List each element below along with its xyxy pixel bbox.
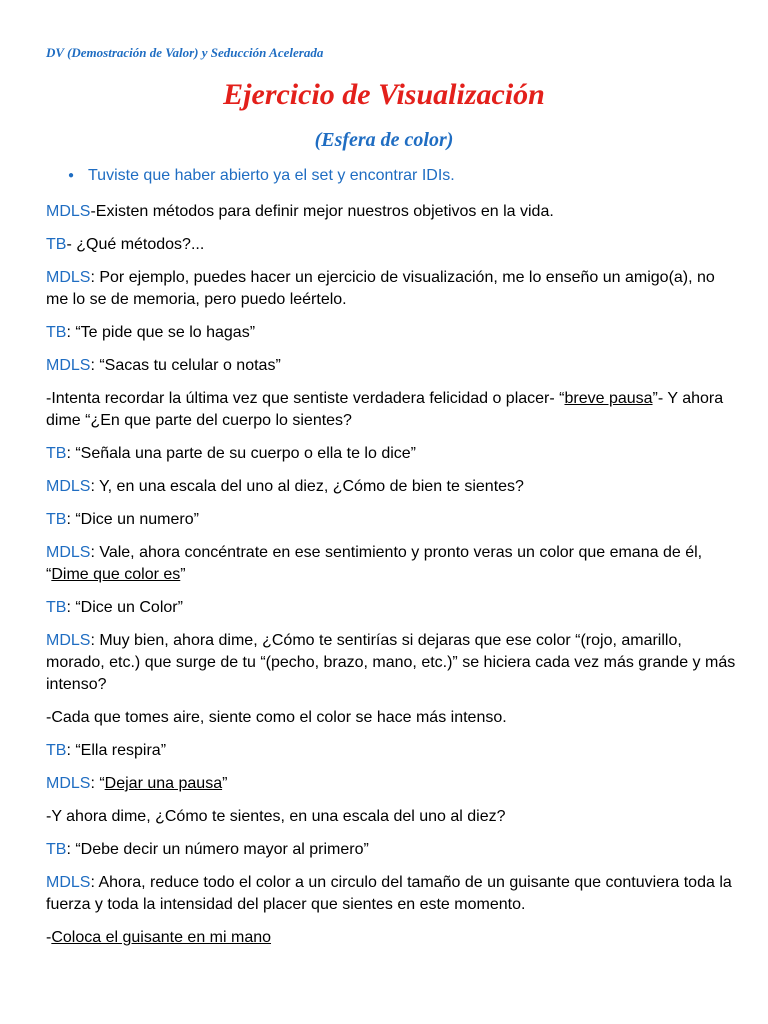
dialogue-line <box>46 234 736 256</box>
dialogue-body <box>46 201 736 960</box>
speaker-label: TB <box>46 599 67 616</box>
line-text: : “Dice un Color” <box>66 599 183 616</box>
dialogue-line <box>46 806 736 828</box>
line-text: : Vale, ahora concéntrate en ese sentimiento y pronto veras un color que emana de él, “ <box>46 544 703 583</box>
underlined-text: Dime que color es <box>51 566 181 583</box>
speaker-label: TB <box>46 445 67 462</box>
underlined-text: Coloca el guisante en mi mano <box>51 929 272 946</box>
line-text: ” <box>222 775 228 792</box>
speaker-label: MDLS <box>46 775 91 792</box>
dialogue-line <box>46 927 736 949</box>
dialogue-line <box>46 597 736 619</box>
speaker-label: MDLS <box>46 544 91 561</box>
speaker-label: TB <box>46 324 67 341</box>
dialogue-line <box>46 872 736 916</box>
line-text: : “Te pide que se lo hagas” <box>66 324 256 341</box>
line-text: - <box>46 929 52 946</box>
dialogue-line <box>46 542 736 586</box>
line-text: : Ahora, reduce todo el color a un circulo del tamaño de un guisante que contuviera toda la fuerza y toda la intensidad del placer que sientes en este momento. <box>46 874 732 913</box>
line-text: : Por ejemplo, puedes hacer un ejercicio de visualización, me lo enseño un amigo(a), no me lo se de memoria, pero puedo leértelo. <box>46 269 715 308</box>
line-text: - ¿Qué métodos?... <box>66 236 205 253</box>
speaker-label: MDLS <box>46 357 91 374</box>
speaker-label: MDLS <box>46 632 91 649</box>
bullet-icon: ● <box>68 170 75 181</box>
dialogue-line <box>46 267 736 311</box>
dialogue-line <box>46 322 736 344</box>
page-header: DV (Demostración de Valor) y Seducción Acelerada <box>46 45 324 60</box>
dialogue-line <box>46 509 736 531</box>
dialogue-line <box>46 630 736 696</box>
speaker-label: TB <box>46 742 67 759</box>
bullet-text: Tuviste que haber abierto ya el set y encontrar IDIs. <box>88 167 455 184</box>
speaker-label: MDLS <box>46 269 91 286</box>
line-text: -Y ahora dime, ¿Cómo te sientes, en una escala del uno al diez? <box>46 808 506 825</box>
line-text: -Cada que tomes aire, siente como el color se hace más intenso. <box>46 709 507 726</box>
speaker-label: TB <box>46 236 67 253</box>
dialogue-line <box>46 707 736 729</box>
dialogue-line <box>46 476 736 498</box>
line-text: -Existen métodos para definir mejor nuestros objetivos en la vida. <box>90 203 554 220</box>
line-text: ”- Y ahora dime “¿En que parte del cuerpo lo sientes? <box>46 390 724 429</box>
underlined-text: breve pausa <box>564 390 653 407</box>
speaker-label: MDLS <box>46 874 91 891</box>
speaker-label: MDLS <box>46 478 91 495</box>
dialogue-line <box>46 443 736 465</box>
speaker-label: MDLS <box>46 203 91 220</box>
line-text: : “Ella respira” <box>66 742 167 759</box>
speaker-label: TB <box>46 841 67 858</box>
line-text: -Intenta recordar la última vez que sentiste verdadera felicidad o placer- “ <box>46 390 565 407</box>
dialogue-line <box>46 839 736 861</box>
line-text: : “ <box>90 775 105 792</box>
bullet-item <box>68 167 455 185</box>
dialogue-line <box>46 355 736 377</box>
line-text: : Y, en una escala del uno al diez, ¿Cómo de bien te sientes? <box>90 478 524 495</box>
speaker-label: TB <box>46 511 67 528</box>
line-text: : Muy bien, ahora dime, ¿Cómo te sentirías si dejaras que ese color “(rojo, amarillo, morado, etc.) que surge de tu “(pecho, brazo, mano, etc.)” se hiciera cada vez más grande y más intenso? <box>46 632 736 693</box>
dialogue-line <box>46 740 736 762</box>
dialogue-line <box>46 773 736 795</box>
page-title: Ejercicio de Visualización <box>223 78 545 111</box>
line-text: : “Señala una parte de su cuerpo o ella te lo dice” <box>66 445 417 462</box>
dialogue-line <box>46 201 736 223</box>
page-subtitle: (Esfera de color) <box>314 129 454 151</box>
underlined-text: Dejar una pausa <box>104 775 223 792</box>
line-text: : “Debe decir un número mayor al primero” <box>66 841 369 858</box>
line-text: ” <box>180 566 186 583</box>
line-text: : “Dice un numero” <box>66 511 199 528</box>
dialogue-line <box>46 388 736 432</box>
line-text: : “Sacas tu celular o notas” <box>90 357 281 374</box>
